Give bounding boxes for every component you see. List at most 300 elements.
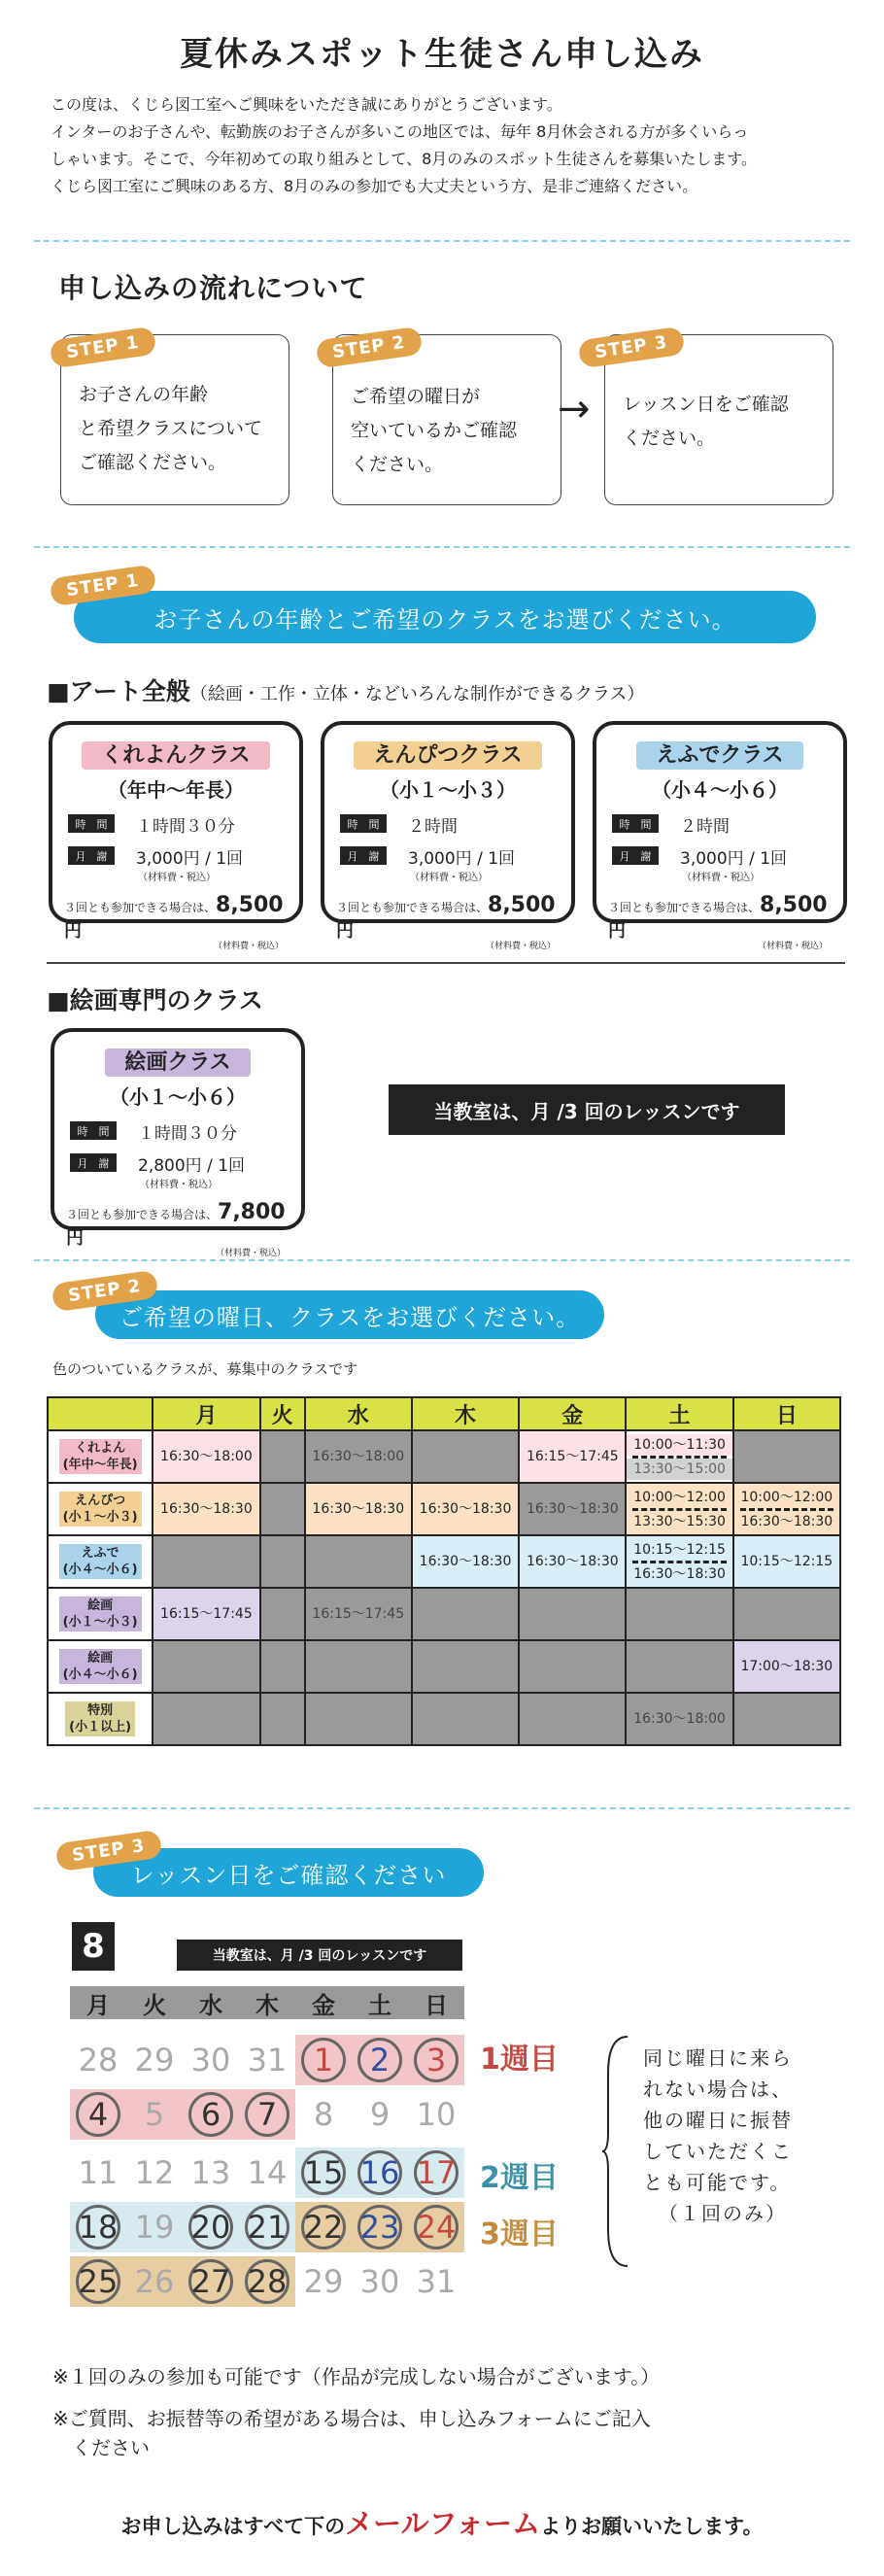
class-label-age: (小４〜小６)	[62, 1563, 138, 1577]
header-day: 土	[626, 1397, 732, 1430]
footer-note-1: ※１回のみの参加も可能です（作品が完成しない場合がございます。）	[52, 2365, 661, 2388]
calendar-day	[70, 2256, 126, 2307]
schedule-cell	[260, 1430, 305, 1483]
schedule-cell[interactable]	[412, 1483, 519, 1535]
schedule-cell	[733, 1588, 840, 1640]
day-number: 30	[190, 2042, 231, 2078]
time-slot: 16:15〜17:45	[526, 1449, 619, 1464]
class-card	[51, 1028, 305, 1258]
calendar-day	[295, 2256, 352, 2307]
total-price	[608, 893, 843, 951]
time-slot: 16:30〜18:30	[160, 1501, 253, 1517]
schedule-cell[interactable]	[733, 1535, 840, 1588]
day-number: 12	[134, 2154, 175, 2191]
time-value: ２時間	[680, 817, 730, 837]
class-label	[59, 1649, 142, 1684]
flow-step1-line: と希望クラスについて	[79, 418, 263, 439]
footer-note-2	[52, 2404, 651, 2462]
lesson-day-circle: 17	[414, 2150, 459, 2195]
divider	[34, 240, 850, 242]
weekday-label: 木	[255, 1991, 279, 2019]
flow-step1-line: ご確認ください。	[79, 452, 227, 473]
schedule-cell	[412, 1430, 519, 1483]
step3-tag: STEP 3	[578, 326, 686, 369]
footer-note-2a: ※ご質問、お振替等の希望がある場合は、申し込みフォームにご記入	[52, 2407, 651, 2430]
class-label-name: えふで	[81, 1546, 119, 1561]
reschedule-note	[643, 2043, 793, 2229]
weekday-label: 火	[143, 1991, 166, 2019]
schedule-table	[47, 1396, 841, 1746]
calendar-day	[408, 2035, 464, 2085]
day-number: 19	[134, 2209, 175, 2246]
schedule-cell[interactable]	[519, 1483, 626, 1535]
total-label: ３回とも参加できる場合は、	[66, 1208, 219, 1221]
lesson-day-circle: 15	[301, 2150, 346, 2195]
time-slot: 10:00〜11:30	[627, 1434, 731, 1456]
calendar-day	[183, 2147, 239, 2198]
day-number: 28	[78, 2042, 119, 2078]
day-number: 31	[416, 2263, 457, 2300]
schedule-cell[interactable]	[626, 1483, 732, 1535]
class-label-name: 特別	[87, 1703, 114, 1718]
schedule-cell	[260, 1693, 305, 1745]
tax-note: （材料費・税込）	[213, 942, 284, 951]
time-slot: 10:15〜12:15	[740, 1554, 833, 1569]
week2-label: 2週目	[480, 2161, 559, 2195]
schedule-row	[48, 1640, 840, 1693]
total-label: ３回とも参加できる場合は、	[64, 901, 217, 914]
class-label	[59, 1544, 142, 1579]
class-label-age: (小１〜小３)	[62, 1510, 138, 1525]
schedule-cell	[412, 1693, 519, 1745]
time-slot: 16:30〜18:30	[312, 1501, 405, 1517]
lesson-count-pill-small: 当教室は、月 /3 回のレッスンです	[177, 1940, 462, 1971]
schedule-cell[interactable]	[153, 1430, 259, 1483]
schedule-cell[interactable]	[412, 1535, 519, 1588]
arrow-right-icon: →	[558, 387, 591, 431]
fee-value: 3,000円 / 1回	[136, 849, 244, 869]
class-card	[49, 721, 303, 951]
schedule-cell[interactable]	[626, 1693, 732, 1745]
lesson-day-circle: 4	[76, 2092, 120, 2137]
schedule-header-row	[48, 1397, 840, 1430]
fee-row	[70, 1151, 301, 1190]
schedule-row	[48, 1535, 840, 1588]
time-slot: 10:15〜12:15	[633, 1541, 726, 1558]
tax-note: （材料費・税込）	[215, 1249, 286, 1258]
time-row	[70, 1119, 301, 1144]
lesson-day-circle: 25	[76, 2259, 120, 2304]
fee-row	[68, 844, 299, 883]
schedule-cell	[412, 1588, 519, 1640]
tax-note: （材料費・税込）	[485, 942, 556, 951]
class-label-cell	[48, 1535, 153, 1588]
day-number: 26	[134, 2263, 175, 2300]
schedule-cell[interactable]	[305, 1588, 412, 1640]
class-name	[52, 738, 299, 769]
lesson-day-circle: 3	[414, 2038, 459, 2082]
flow-step1-line: お子さんの年齢	[79, 384, 209, 405]
weekday-label: 日	[425, 1991, 448, 2019]
schedule-cell	[260, 1535, 305, 1588]
class-label-age: (小４〜小６)	[62, 1667, 138, 1682]
reschedule-line: れない場合は、	[643, 2078, 793, 2101]
class-label-name: えんぴつ	[75, 1494, 126, 1508]
month-number: 8	[72, 1922, 115, 1971]
calendar-day	[352, 2256, 408, 2307]
class-label	[59, 1492, 142, 1527]
schedule-note: 色のついているクラスが、募集中のクラスです	[52, 1360, 358, 1378]
reschedule-line: していただくこ	[643, 2140, 793, 2163]
flow-step2-line: ください。	[351, 454, 444, 475]
lesson-day-circle: 27	[188, 2259, 233, 2304]
schedule-cell[interactable]	[305, 1430, 412, 1483]
day-number: 30	[359, 2263, 400, 2300]
time-label: 時 間	[70, 1121, 117, 1140]
lesson-day-circle: 21	[245, 2205, 289, 2250]
intro-line: インターのお子さんや、転勤族のお子さんが多いこの地区では、毎年 8月休会される方が多くいらっ	[51, 122, 749, 141]
calendar-day	[70, 2147, 126, 2198]
schedule-cell	[260, 1483, 305, 1535]
calendar-day	[126, 2147, 183, 2198]
time-slot: 13:30〜15:00	[627, 1459, 731, 1480]
schedule-cell	[519, 1693, 626, 1745]
lesson-day-circle: 20	[188, 2205, 233, 2250]
fee-label: 月 謝	[70, 1153, 117, 1172]
time-value: ２時間	[408, 817, 458, 837]
class-label-cell	[48, 1483, 153, 1535]
step1-tag: STEP 1	[50, 326, 157, 369]
weekday-label: 金	[312, 1991, 335, 2019]
calendar-day	[70, 2089, 126, 2140]
calendar-day	[295, 2202, 352, 2252]
calendar-day	[352, 2202, 408, 2252]
time-label: 時 間	[612, 814, 659, 833]
schedule-cell	[626, 1588, 732, 1640]
paint-heading: ■絵画専門のクラス	[47, 986, 263, 1014]
calendar-day	[70, 2202, 126, 2252]
class-label-name: 絵画	[87, 1651, 114, 1666]
class-label-cell	[48, 1588, 153, 1640]
header-corner	[48, 1397, 153, 1430]
total-price	[336, 893, 571, 951]
calendar-day	[408, 2147, 464, 2198]
class-name-text: くれよんクラス	[82, 741, 269, 770]
step2-bar: ご希望の曜日、クラスをお選びください。	[95, 1290, 604, 1339]
lesson-day-circle: 7	[245, 2092, 289, 2137]
class-name	[54, 1046, 301, 1076]
time-slot: 16:30〜18:00	[312, 1449, 405, 1464]
intro-text	[51, 91, 857, 200]
class-label	[59, 1439, 142, 1474]
schedule-cell[interactable]	[153, 1483, 259, 1535]
tax-note: （材料費・税込）	[140, 1180, 218, 1190]
lesson-day-circle: 22	[301, 2205, 346, 2250]
calendar-day	[239, 2035, 295, 2085]
time-slot: 10:00〜12:00	[633, 1489, 726, 1505]
schedule-cell	[733, 1430, 840, 1483]
class-label-name: 絵画	[87, 1598, 114, 1613]
calendar-day	[239, 2256, 295, 2307]
time-slot: 16:30〜18:30	[526, 1501, 619, 1517]
schedule-row	[48, 1588, 840, 1640]
footer-note-2b: ください	[72, 2436, 150, 2459]
time-value: １時間３０分	[138, 1124, 237, 1144]
total-value: 8,500	[216, 893, 284, 917]
weekday-label: 水	[199, 1991, 222, 2019]
step2-tag: STEP 2	[316, 326, 424, 369]
reschedule-line: とも可能です。	[643, 2171, 792, 2194]
step2-bar-tag: STEP 2	[51, 1270, 159, 1313]
time-slot: 16:30〜18:00	[633, 1711, 726, 1727]
tax-note: （材料費・税込）	[682, 873, 760, 883]
time-slot: 16:30〜18:30	[633, 1565, 726, 1582]
time-slot: 16:30〜18:00	[160, 1449, 253, 1464]
schedule-cell	[260, 1588, 305, 1640]
lesson-day-circle: 18	[76, 2205, 120, 2250]
time-row	[68, 812, 299, 837]
flow-step3-line: ください。	[623, 428, 716, 449]
time-slot: 16:30〜18:30	[419, 1501, 512, 1517]
schedule-cell	[153, 1535, 259, 1588]
flow-step2-line: ご希望の曜日が	[351, 386, 481, 407]
cta-post: よりお願いいたします。	[540, 2515, 764, 2538]
time-slot: 16:15〜17:45	[160, 1606, 253, 1622]
day-number: 29	[303, 2263, 344, 2300]
day-number: 31	[247, 2042, 288, 2078]
day-number: 5	[144, 2096, 165, 2133]
class-label-name: くれよん	[75, 1441, 126, 1456]
class-label	[59, 1597, 142, 1631]
yen-unit: 円	[66, 1228, 84, 1249]
flow-heading: 申し込みの流れについて	[58, 272, 368, 304]
fee-value: 3,000円 / 1回	[680, 849, 788, 869]
schedule-cell	[519, 1588, 626, 1640]
calendar-day	[408, 2089, 464, 2140]
tax-note: （材料費・税込）	[410, 873, 488, 883]
schedule-cell[interactable]	[519, 1535, 626, 1588]
week1-label: 1週目	[480, 2043, 559, 2077]
header-day: 金	[519, 1397, 626, 1430]
class-name	[596, 738, 843, 769]
class-name-text: 絵画クラス	[105, 1048, 250, 1077]
total-label: ３回とも参加できる場合は、	[336, 901, 489, 914]
schedule-cell	[305, 1693, 412, 1745]
fee-value: 2,800円 / 1回	[138, 1156, 246, 1176]
fee-label: 月 謝	[612, 846, 659, 865]
schedule-row	[48, 1483, 840, 1535]
schedule-cell	[733, 1693, 840, 1745]
intro-line: この度は、くじら図工室へご興味をいただき誠にありがとうございます。	[51, 95, 562, 114]
calendar-day	[295, 2035, 352, 2085]
schedule-cell	[153, 1693, 259, 1745]
class-label-cell	[48, 1430, 153, 1483]
cta-pre: お申し込みはすべて下の	[120, 2515, 346, 2538]
yen-unit: 円	[608, 921, 626, 942]
calendar-day	[126, 2202, 183, 2252]
schedule-cell[interactable]	[305, 1483, 412, 1535]
time-slot: 16:30〜18:30	[419, 1554, 512, 1569]
schedule-cell	[305, 1640, 412, 1693]
class-name-text: えんぴつクラス	[354, 741, 541, 770]
day-number: 14	[247, 2154, 288, 2191]
schedule-cell	[626, 1640, 732, 1693]
time-label: 時 間	[340, 814, 387, 833]
lesson-day-circle: 24	[414, 2205, 459, 2250]
class-card	[321, 721, 575, 951]
tax-note: （材料費・税込）	[757, 942, 828, 951]
day-number: 29	[134, 2042, 175, 2078]
calendar-day	[352, 2147, 408, 2198]
class-age: （小１〜小６）	[110, 1085, 246, 1109]
calendar-day	[295, 2147, 352, 2198]
schedule-cell[interactable]	[626, 1535, 732, 1588]
schedule-cell	[260, 1640, 305, 1693]
bracket-shape	[602, 2035, 631, 2268]
lesson-count-pill: 当教室は、月 /3 回のレッスンです	[389, 1084, 785, 1135]
total-label: ３回とも参加できる場合は、	[608, 901, 761, 914]
art-section-heading	[47, 672, 644, 707]
class-age: （年中〜年長）	[108, 778, 244, 802]
schedule-cell	[519, 1640, 626, 1693]
schedule-row	[48, 1430, 840, 1483]
total-value: 7,800	[218, 1200, 286, 1224]
lesson-day-circle: 1	[301, 2038, 346, 2082]
total-value: 8,500	[760, 893, 828, 917]
time-slot: 16:15〜17:45	[312, 1606, 405, 1622]
lesson-day-circle: 16	[357, 2150, 402, 2195]
total-value: 8,500	[488, 893, 556, 917]
lesson-day-circle: 28	[245, 2259, 289, 2304]
schedule-cell[interactable]	[626, 1430, 732, 1483]
mail-form-link[interactable]: メールフォーム	[345, 2507, 541, 2540]
divider	[34, 546, 850, 548]
calendar-day	[126, 2256, 183, 2307]
step3-bar-tag: STEP 3	[55, 1830, 163, 1872]
fee-row	[340, 844, 571, 883]
time-slot: 13:30〜15:30	[633, 1513, 726, 1529]
schedule-cell[interactable]	[153, 1588, 259, 1640]
calendar-day	[126, 2035, 183, 2085]
divider	[34, 1807, 850, 1809]
time-row	[612, 812, 843, 837]
schedule-cell	[412, 1640, 519, 1693]
calendar-day	[408, 2256, 464, 2307]
art-subheading: （絵画・工作・立体・などいろんな制作ができるクラス）	[189, 684, 645, 704]
calendar-day	[183, 2035, 239, 2085]
header-day: 木	[412, 1397, 519, 1430]
lesson-day-circle: 2	[357, 2038, 402, 2082]
art-heading: ■アート全般	[47, 677, 190, 705]
class-age: （小４〜小６）	[652, 778, 788, 802]
divider	[34, 1259, 850, 1261]
class-card	[593, 721, 847, 951]
flow-step3-line: レッスン日をご確認	[623, 394, 789, 415]
step1-bar-tag: STEP 1	[50, 565, 157, 607]
class-name-text: えふでクラス	[636, 741, 802, 770]
total-price	[64, 893, 299, 951]
calendar-day	[239, 2089, 295, 2140]
fee-label: 月 謝	[68, 846, 115, 865]
schedule-cell[interactable]	[733, 1640, 840, 1693]
day-number: 10	[416, 2096, 457, 2133]
intro-line: くじら図工室にご興味のある方、8月のみの参加でも大丈夫という方、是非ご連絡ください。	[51, 177, 698, 195]
time-slot: 16:30〜18:30	[526, 1554, 619, 1569]
flow-step2-line: 空いているかご確認	[351, 420, 518, 441]
cta-text	[0, 2502, 884, 2542]
schedule-cell	[153, 1640, 259, 1693]
class-label-cell	[48, 1693, 153, 1745]
day-number: 8	[313, 2096, 334, 2133]
time-slot: 17:00〜18:30	[740, 1659, 833, 1674]
yen-unit: 円	[336, 921, 354, 942]
calendar-day	[352, 2089, 408, 2140]
class-label-age: (小１以上)	[69, 1720, 132, 1735]
class-label-age: (小１〜小３)	[62, 1615, 138, 1630]
calendar-day	[183, 2089, 239, 2140]
class-name	[324, 738, 571, 769]
day-number: 13	[190, 2154, 231, 2191]
class-label-age: (年中〜年長)	[62, 1458, 138, 1472]
page-title: 夏休みスポット生徒さん申し込み	[180, 35, 704, 74]
day-number: 11	[78, 2154, 119, 2191]
reschedule-line: （１回のみ）	[659, 2202, 787, 2225]
calendar-day	[183, 2256, 239, 2307]
lesson-day-circle: 6	[188, 2092, 233, 2137]
reschedule-line: 他の曜日に振替	[643, 2109, 793, 2132]
lesson-day-circle: 23	[357, 2205, 402, 2250]
calendar-day	[126, 2089, 183, 2140]
class-age: （小１〜小３）	[380, 778, 516, 802]
fee-row	[612, 844, 843, 883]
schedule-cell[interactable]	[733, 1483, 840, 1535]
weekday-label: 土	[368, 1991, 391, 2019]
time-slot: 16:30〜18:30	[740, 1513, 833, 1529]
calendar-day	[239, 2202, 295, 2252]
tax-note: （材料費・税込）	[138, 873, 216, 883]
yen-unit: 円	[64, 921, 82, 942]
weekday-label: 月	[86, 1991, 110, 2019]
header-day: 日	[733, 1397, 840, 1430]
calendar-day	[295, 2089, 352, 2140]
time-value: １時間３０分	[136, 817, 235, 837]
fee-label: 月 謝	[340, 846, 387, 865]
total-price	[66, 1200, 301, 1258]
time-label: 時 間	[68, 814, 115, 833]
calendar-day	[239, 2147, 295, 2198]
intro-line: しゃいます。そこで、今年初めての取り組みとして、8月のみのスポット生徒さんを募集いたします。	[51, 150, 757, 168]
day-number: 9	[369, 2096, 391, 2133]
schedule-cell	[305, 1535, 412, 1588]
schedule-row	[48, 1693, 840, 1745]
calendar-day	[183, 2202, 239, 2252]
step1-bar: お子さんの年齢とご希望のクラスをお選びください。	[74, 591, 816, 643]
calendar-day	[408, 2202, 464, 2252]
calendar-day	[70, 2035, 126, 2085]
schedule-cell[interactable]	[519, 1430, 626, 1483]
fee-value: 3,000円 / 1回	[408, 849, 516, 869]
header-day: 火	[260, 1397, 305, 1430]
reschedule-line: 同じ曜日に来ら	[643, 2046, 793, 2070]
time-row	[340, 812, 571, 837]
step3-bar: レッスン日をご確認ください	[93, 1848, 484, 1897]
header-day: 月	[153, 1397, 259, 1430]
time-slot: 10:00〜12:00	[740, 1489, 833, 1505]
calendar-day	[352, 2035, 408, 2085]
header-day: 水	[305, 1397, 412, 1430]
divider	[47, 962, 845, 964]
class-label-cell	[48, 1640, 153, 1693]
